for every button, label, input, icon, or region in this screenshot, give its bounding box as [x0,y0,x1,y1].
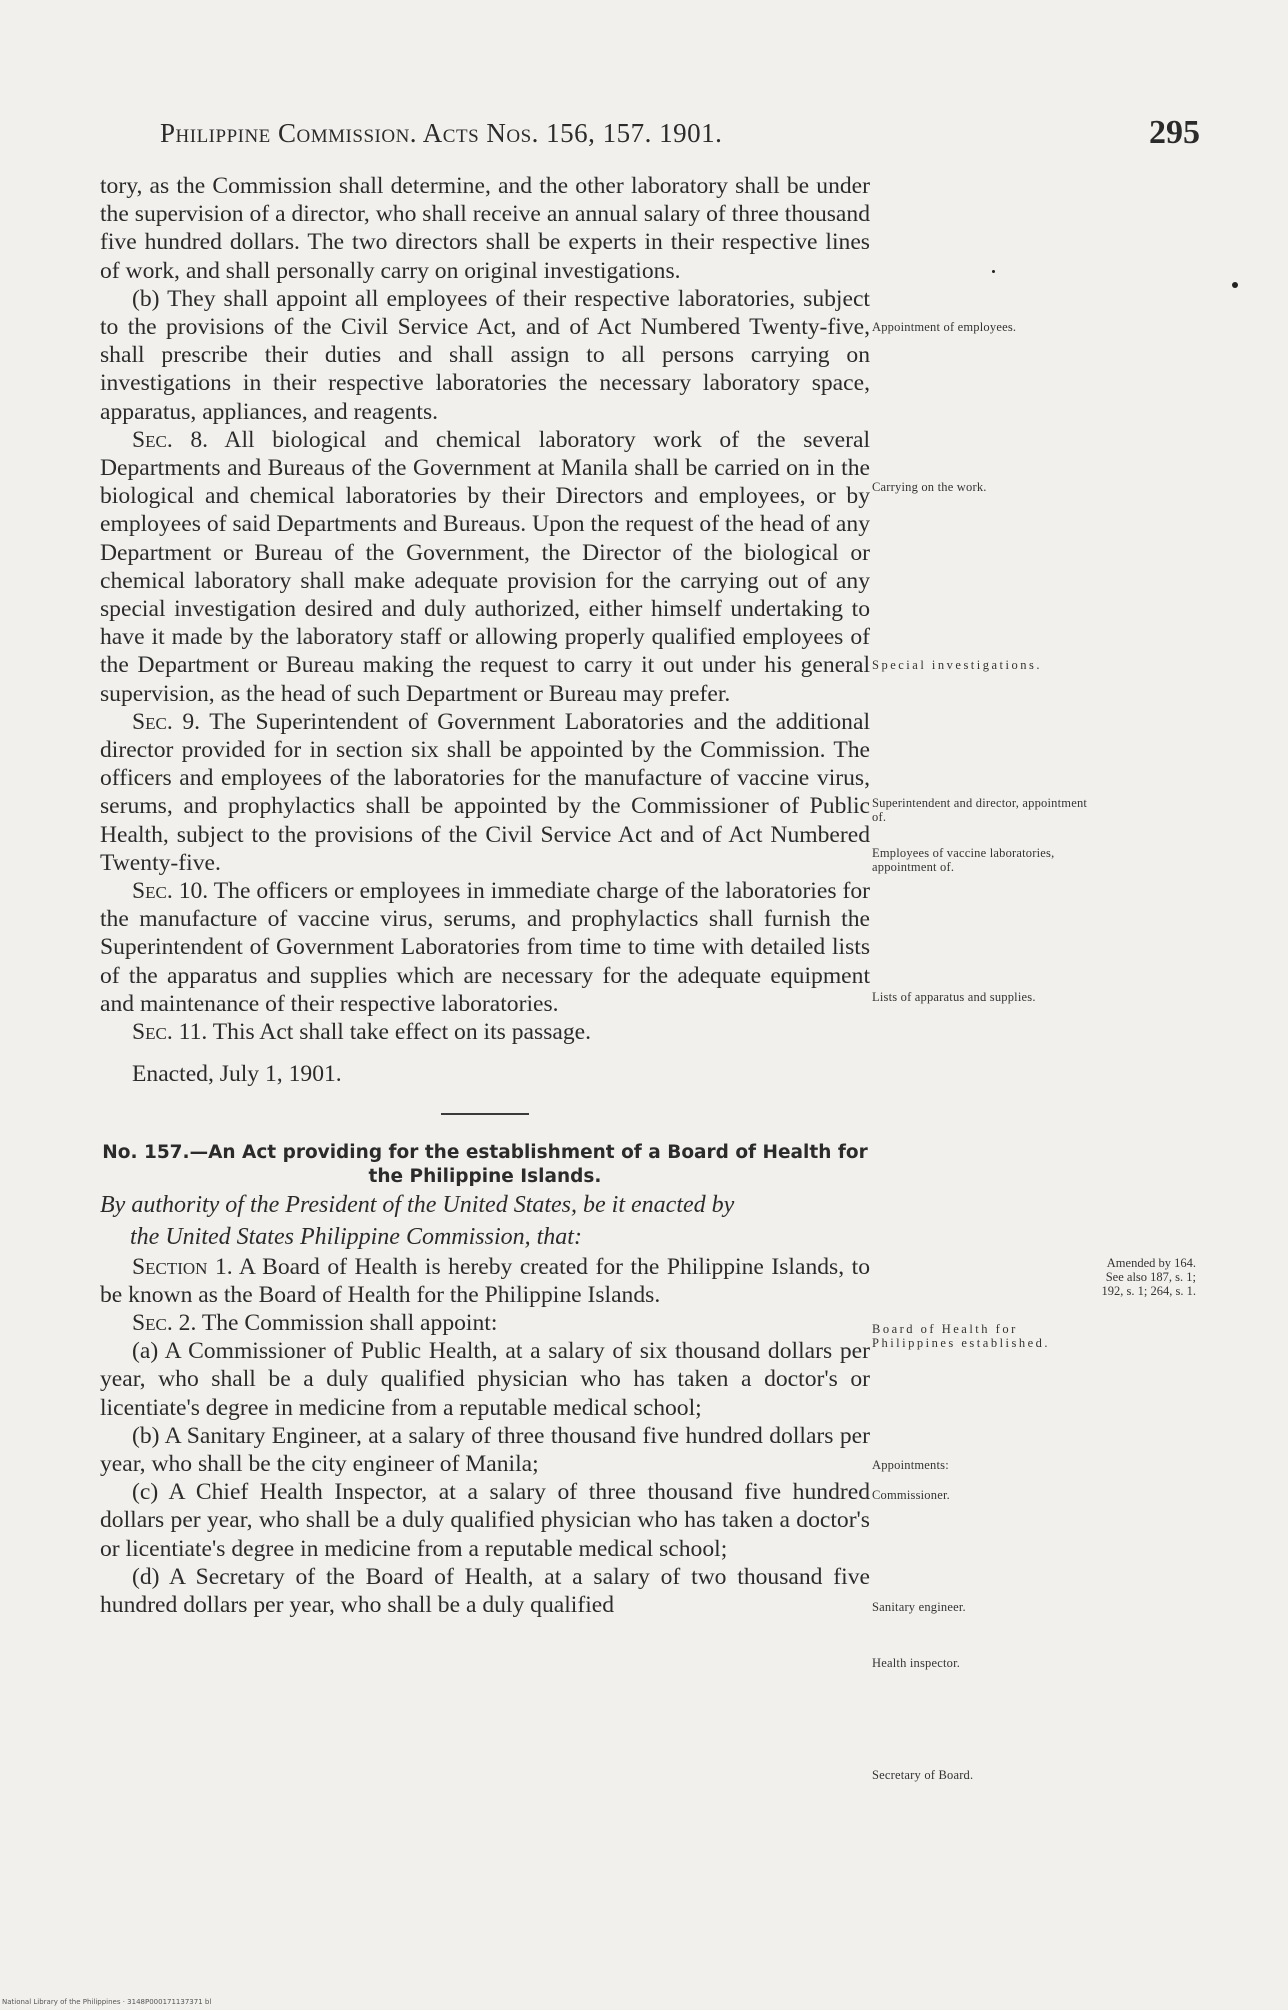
act-section-2-label: Sec. 2. [132,1309,197,1336]
section-10-text: The officers or employees in immediate charge of the laboratories for the manufacture of vaccine virus, serums, and prophylactics shall furnish the Superintendent of Government Laboratories from time to time with detailed lists of the apparatus and supplies which are necessary for the adequate equipment and maintenance of their respective laboratories. [100,878,870,1017]
margin-note-board-established: Board of Health for Philippines established. [872,1322,1051,1350]
margin-note-appointment-employees: Appointment of employees. [872,320,1017,334]
clause-d-secretary: (d) A Secretary of the Board of Health, at a salary of two thousand five hundred dollars per year, who shall be a duly qualified [100,1563,870,1618]
margin-note-sanitary-engineer: Sanitary engineer. [872,1600,966,1614]
paragraph-b-employees: (b) They shall appoint all employees of their respective laboratories, subject to the provisions of the Civil Service Act, and of Act Numbered Twenty-five, shall prescribe their duties and shall assign to all persons carrying on investigations in their respective laboratories the necessary laboratory space, apparatus, appliances, and reagents. [100,285,870,425]
margin-note-special-investigations: Special investigations. [872,658,1042,672]
page-number: 295 [1149,114,1200,151]
section-9-label: Sec. 9. [132,708,201,735]
enacted-date: Enacted, July 1, 1901. [132,1061,342,1088]
act-section-1-text: A Board of Health is hereby created for the Philippine Islands, to be known as the Board of Health for the Philippine Islands. [100,1253,871,1308]
scan-source-line: National Library of the Philippines · 3148P000171137371 bl [2,1998,212,2006]
margin-note-secretary: Secretary of Board. [872,1768,974,1782]
section-9-text: The Superintendent of Government Laboratories and the additional director provided for in section six shall be appointed by the Commission. The officers and employees of the laboratories for the manufacture of vaccine virus, serums, and prophylactics shall be appointed by the Commissioner of Public Health, subject to the provisions of the Civil Service Act and of Act Numbered Twenty-five. [100,708,870,876]
enacting-line-2: the United States Philippine Commission, that: [130,1223,582,1250]
section-8-label: Sec. 8. [132,426,209,453]
section-8-text: All biological and chemical laboratory work of the several Departments and Bureaus of the Government at Manila shall be carried on in the biological and chemical laboratories by their Directors and employees, or by employees of said Departments and Bureaus. Upon the request of the head of any Department or Bureau of the Government, the Director of the biological or chemical laboratory shall make adequate provision for the carrying out of any special investigation desired and duly authorized, either himself undertaking to have it made by the laboratory staff or allowing properly qualified employees of the Department or Bureau making the request to carry it out under his general supervision, as the head of such Department or Bureau may prefer. [100,426,871,707]
margin-note-commissioner: Commissioner. [872,1488,950,1502]
act-section-1 [100,1253,870,1309]
act-section-1-label: Section 1. [132,1253,233,1280]
section-10 [100,877,870,1018]
margin-note-amended-references: Amended by 164. See also 187, s. 1; 192, s. 1; 264, s. 1. [1101,1256,1196,1298]
margin-note-lists-apparatus: Lists of apparatus and supplies. [872,990,1036,1004]
scan-speck [1232,282,1238,288]
section-8 [100,426,870,708]
scan-speck [992,270,995,273]
enacting-line-1: By authority of the President of the United States, be it enacted by [100,1191,735,1218]
enacting-clause [100,1189,870,1253]
margin-note-health-inspector: Health inspector. [872,1656,961,1670]
main-text [100,172,870,1619]
clause-a-commissioner: (a) A Commissioner of Public Health, at a salary of six thousand dollars per year, who shall be a duly qualified physician who has taken a doctor's or licentiate's degree in medicine from a reputable medical school; [100,1338,870,1421]
paragraph-continuation: tory, as the Commission shall determine, and the other laboratory shall be under the supervision of a director, who shall receive an annual salary of three thousand five hundred dollars. The two directors shall be experts in their respective lines of work, and shall personally carry on original investigations. [100,173,870,284]
margin-note-appointments: Appointments: [872,1458,949,1472]
section-10-label: Sec. 10. [132,878,209,905]
act-section-2 [100,1309,870,1337]
running-head: Philippine Commission. Acts Nos. 156, 157. 1901. [160,118,723,148]
section-11-label: Sec. 11. [132,1019,208,1046]
section-divider [441,1113,529,1115]
section-11 [100,1018,870,1046]
section-9 [100,708,870,877]
act-section-2-text: The Commission shall appoint: [196,1309,498,1336]
act-title: No. 157.—An Act providing for the establishment of a Board of Health for the Philippine Islands. [102,1141,868,1187]
clause-b-sanitary-engineer: (b) A Sanitary Engineer, at a salary of three thousand five hundred dollars per year, who shall be the city engineer of Manila; [100,1422,870,1477]
margin-note-carrying-work: Carrying on the work. [872,480,987,494]
margin-note-vaccine-employees: Employees of vaccine laboratories, appointment of. [872,846,1055,874]
page-header [160,114,1200,158]
margin-note-superintendent: Superintendent and director, appointment of. [872,796,1088,824]
section-11-text: This Act shall take effect on its passage. [207,1019,592,1046]
clause-c-health-inspector: (c) A Chief Health Inspector, at a salary of three thousand five hundred dollars per year, who shall be a duly qualified physician who has taken a doctor's or licentiate's degree in medicine from a reputable medical school; [100,1479,870,1562]
